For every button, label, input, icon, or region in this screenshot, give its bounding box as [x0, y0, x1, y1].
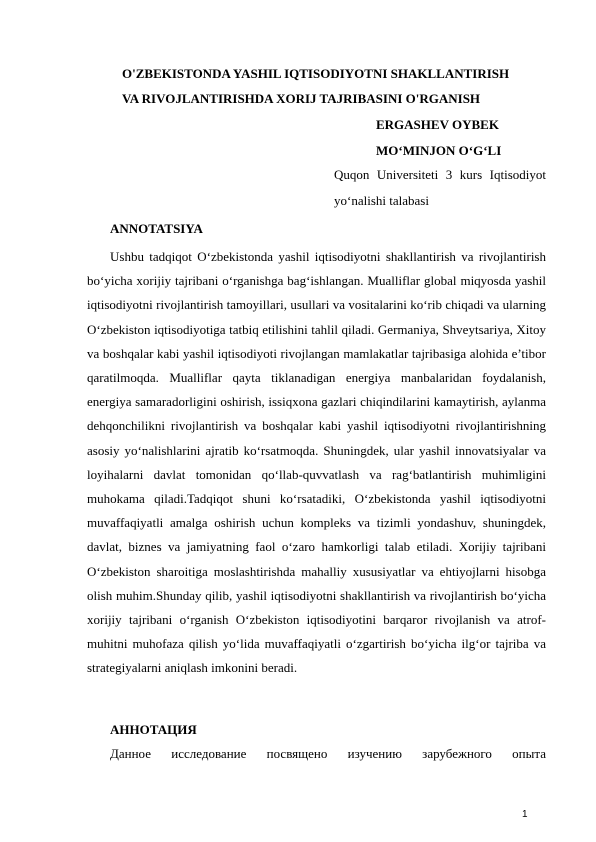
- annotation-ru-text: Данное исследование посвящено изучению зарубежного опыта: [110, 746, 546, 761]
- author-name-line-1: ERGASHEV OYBEK: [376, 117, 499, 132]
- page-number: 1: [522, 809, 528, 820]
- author-name-line-2: MO‘MINJON O‘G‘LI: [376, 143, 502, 158]
- annotation-uz-text: Ushbu tadqiqot O‘zbekistonda yashil iqtisodiyotni shakllantirish va rivojlantirish bo‘yicha xorijiy tajribani o‘rganishga bag‘ishlangan. Mualliflar global miqyosda yashil iqtisodiyotni rivojlantirish tamoyillari, usullari va vositalarini ko‘rib chiqadi va ularning O‘zbekiston iqtisodiyotiga tatbiq etilishini tahlil qiladi. Germaniya, Shveytsariya, Xitoy va boshqalar kabi yashil iqtisodiyoti rivojlangan mamlakatlar tajribasiga alohida e’tibor qaratilmoqda. Mualliflar qayta tiklanadigan energiya manbalaridan foydalanish, energiya samaradorligini oshirish, issiqxona gazlari chiqindilarini kamaytirish, aylanma dehqonchilikni rivojlantirish va boshqalar kabi yashil iqtisodiyotni rivojlantirishning asosiy yo‘nalishlarini ajratib ko‘rsatmoqda. Shuningdek, ular yashil innovatsiyalar va loyihalarni davlat tomonidan qo‘llab-quvvatlash va rag‘batlantirish muhimligini muhokama qiladi.Tadqiqot shuni ko‘rsatadiki, O‘zbekistonda yashil iqtisodiyotni muvaffaqiyatli amalga oshirish uchun kompleks va tizimli yondashuv, shuningdek, davlat, biznes va jamiyatning faol o‘zaro hamkorligi talab etiladi. Xorijiy tajribani O‘zbekiston sharoitiga moslashtirishda mahalliy xususiyatlar va ehtiyojlarni hisobga olish muhim.Shunday qilib, yashil iqtisodiyotni shakllantirish va rivojlantirish bo‘yicha xorijiy tajribani o‘rganish O‘zbekiston iqtisodiyotini barqaror rivojlanish va atrof- muhitni muhofaza qilish yo‘lida muvaffaqiyatli o‘zgartirish bo‘yicha ilg‘or tajriba va strategiyalarni aniqlash imkonini beradi.: [87, 249, 546, 676]
- annotation-uz-heading: ANNOTATSIYA: [110, 221, 203, 236]
- paper-title-line-2: VA RIVOJLANTIRISHDA XORIJ TAJRIBASINI O'RGANISH: [122, 91, 481, 106]
- author-affiliation: Quqon Universiteti 3 kurs Iqtisodiyot yo‘nalishi talabasi: [334, 167, 546, 208]
- paper-title-line-1: O'ZBEKISTONDA YASHIL IQTISODIYOTNI SHAKLLANTIRISH: [122, 66, 510, 81]
- annotation-ru-heading: АННОТАЦИЯ: [110, 722, 197, 737]
